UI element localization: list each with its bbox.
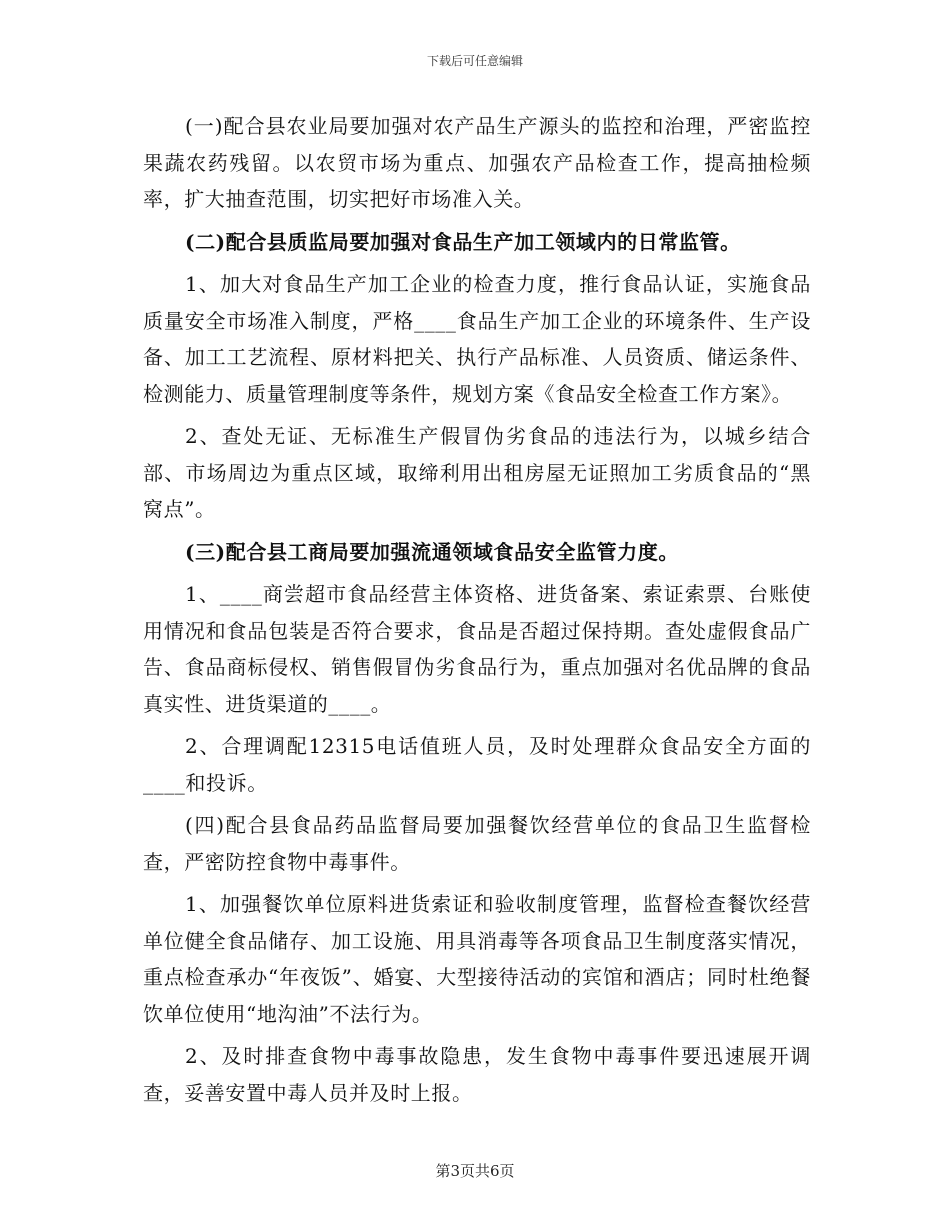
paragraph-agriculture: (一)配合县农业局要加强对农产品生产源头的监控和治理，严密监控果蔬农药残留。以农贸市场为重点、加强农产品检查工作，提高抽检频率，扩大抽查范围，切实把好市场准入关。: [143, 114, 811, 211]
page-header: 下载后可任意编辑: [426, 54, 523, 68]
heading-quality-supervision: (二)配合县质监局要加强对食品生产加工领域内的日常监管。: [185, 229, 741, 254]
page-number: 第3页共6页: [435, 1162, 515, 1180]
paragraph-unlicensed-production: 2、查处无证、无标准生产假冒伪劣食品的违法行为，以城乡结合部、市场周边为重点区域，取缔利用出租房屋无证照加工劣质食品的“黑窝点”。: [143, 424, 811, 521]
document-body: [143, 108, 811, 1117]
paragraph-catering-management: 1、加强餐饮单位原料进货索证和验收制度管理，监督检查餐饮经营单位健全食品储存、加工设施、用具消毒等各项食品卫生制度落实情况，重点检查承办“年夜饭”、婚宴、大型接待活动的宾馆和酒店；同时杜绝餐饮单位使用“地沟油”不法行为。: [143, 892, 811, 1026]
heading-commerce-bureau: (三)配合县工商局要加强流通领域食品安全监管力度。: [185, 539, 679, 564]
paragraph-production-inspection: 1、加大对食品生产加工企业的检查力度，推行食品认证，实施食品质量安全市场准入制度，严格____食品生产加工企业的环境条件、生产设备、加工工艺流程、原材料把关、执行产品标准、人员资质、储运条件、检测能力、质量管理制度等条件，规划方案《食品安全检查工作方案》。: [143, 272, 811, 406]
paragraph-supermarket-inspection: 1、____商尝超市食品经营主体资格、进货备案、索证索票、台账使用情况和食品包装是否符合要求，食品是否超过保持期。查处虚假食品广告、食品商标侵权、销售假冒伪劣食品行为，重点加强对名优品牌的食品真实性、进货渠道的____。: [143, 582, 811, 716]
paragraph-poisoning-response: 2、及时排查食物中毒事故隐患，发生食物中毒事件要迅速展开调查，妥善安置中毒人员并及时上报。: [143, 1044, 811, 1105]
heading-food-drug-bureau: (四)配合县食品药品监督局要加强餐饮经营单位的食品卫生监督检查，严密防控食物中毒事件。: [143, 813, 811, 874]
paragraph-12315-hotline: 2、合理调配12315电话值班人员，及时处理群众食品安全方面的____和投诉。: [143, 734, 811, 795]
